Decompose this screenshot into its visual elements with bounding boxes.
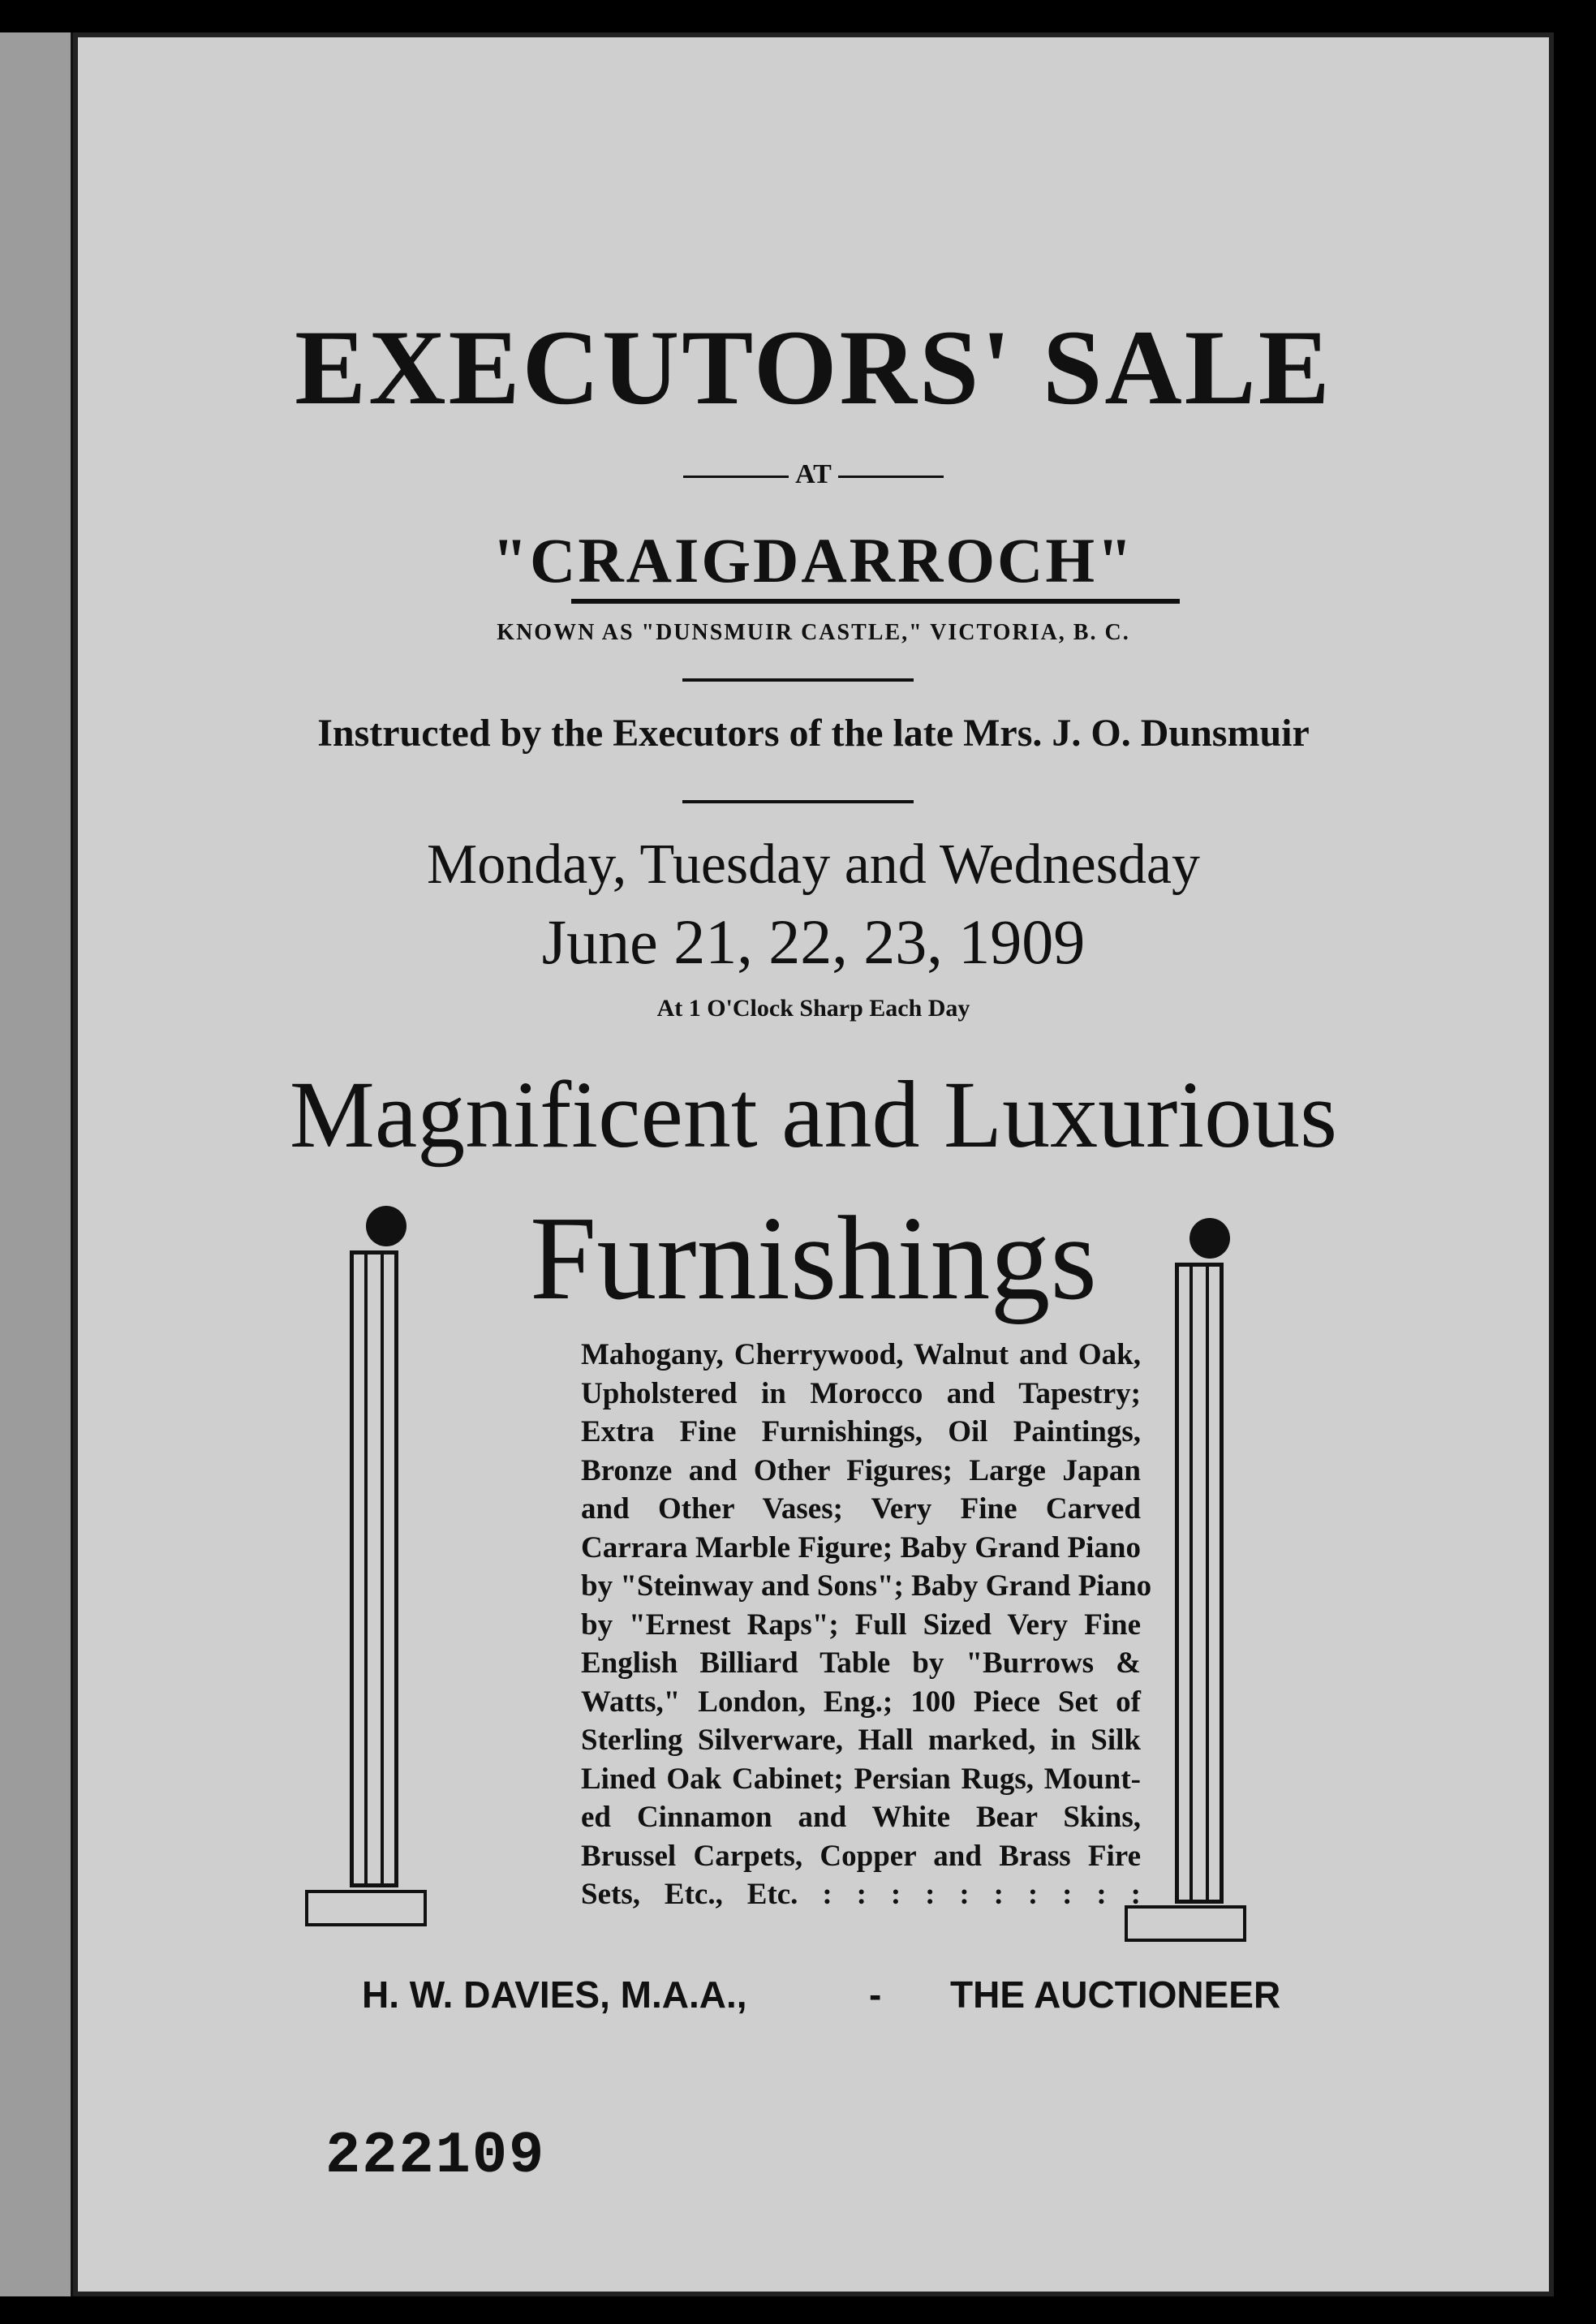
venue-name: "CRAIGDARROCH" [492, 525, 1135, 596]
sale-date: June 21, 22, 23, 1909 [541, 906, 1086, 977]
subheadline: Furnishings [529, 1192, 1098, 1325]
sale-days: Monday, Tuesday and Wednesday [427, 833, 1200, 896]
auctioneer-title: THE AUCTIONEER [950, 1973, 1281, 2016]
at-label: AT [795, 459, 832, 489]
items-line: Lined Oak Cabinet; Persian Rugs, Mount- [581, 1762, 1141, 1796]
at-rule-right [838, 476, 944, 478]
items-line: ed Cinnamon and White Bear Skins, [581, 1801, 1141, 1834]
items-line: Watts," London, Eng.; 100 Piece Set of [581, 1685, 1141, 1719]
left-column-orb [366, 1206, 407, 1246]
at-rule-left [683, 476, 789, 478]
divider-rule-1 [682, 678, 914, 682]
left-column-base [305, 1890, 427, 1926]
sale-title: EXECUTORS' SALE [295, 308, 1332, 427]
items-line: Sterling Silverware, Hall marked, in Silk [581, 1724, 1141, 1757]
instructed-line: Instructed by the Executors of the late Mrs. J. O. Dunsmuir [317, 712, 1310, 755]
items-line: Bronze and Other Figures; Large Japan [581, 1453, 1141, 1487]
items-line: English Billiard Table by "Burrows & [581, 1646, 1141, 1680]
sale-time: At 1 O'Clock Sharp Each Day [656, 995, 970, 1022]
book-spine [0, 32, 77, 2296]
stamp-number: 222109 [325, 2123, 546, 2189]
left-column-shaft [350, 1250, 398, 1887]
headline: Magnificent and Luxurious [289, 1061, 1338, 1168]
items-line: Upholstered in Morocco and Tapestry; [581, 1376, 1141, 1410]
auctioneer-name: H. W. DAVIES, M.A.A., [362, 1973, 747, 2016]
at-divider [78, 459, 1549, 490]
items-line: Sets, Etc., Etc. : : : : : : : : : : [581, 1878, 1141, 1911]
divider-rule-2 [682, 800, 914, 803]
right-column-base [1125, 1905, 1246, 1942]
document-page [73, 32, 1554, 2296]
right-column-orb [1189, 1218, 1230, 1259]
items-line: and Other Vases; Very Fine Carved [581, 1492, 1141, 1526]
venue-underline [571, 599, 1180, 604]
items-list [581, 1336, 1152, 1914]
known-as-line: KNOWN AS "DUNSMUIR CASTLE," VICTORIA, B. C. [497, 620, 1130, 645]
items-line: Extra Fine Furnishings, Oil Paintings, [581, 1415, 1141, 1448]
items-line: by "Ernest Raps"; Full Sized Very Fine [581, 1607, 1141, 1642]
items-line: Carrara Marble Figure; Baby Grand Piano [581, 1530, 1141, 1564]
items-line: Brussel Carpets, Copper and Brass Fire [581, 1839, 1141, 1873]
items-line: by "Steinway and Sons"; Baby Grand Piano [581, 1569, 1152, 1603]
items-line: Mahogany, Cherrywood, Walnut and Oak, [581, 1338, 1141, 1371]
right-column-shaft [1175, 1263, 1224, 1904]
auctioneer-separator: - [869, 1973, 882, 2016]
